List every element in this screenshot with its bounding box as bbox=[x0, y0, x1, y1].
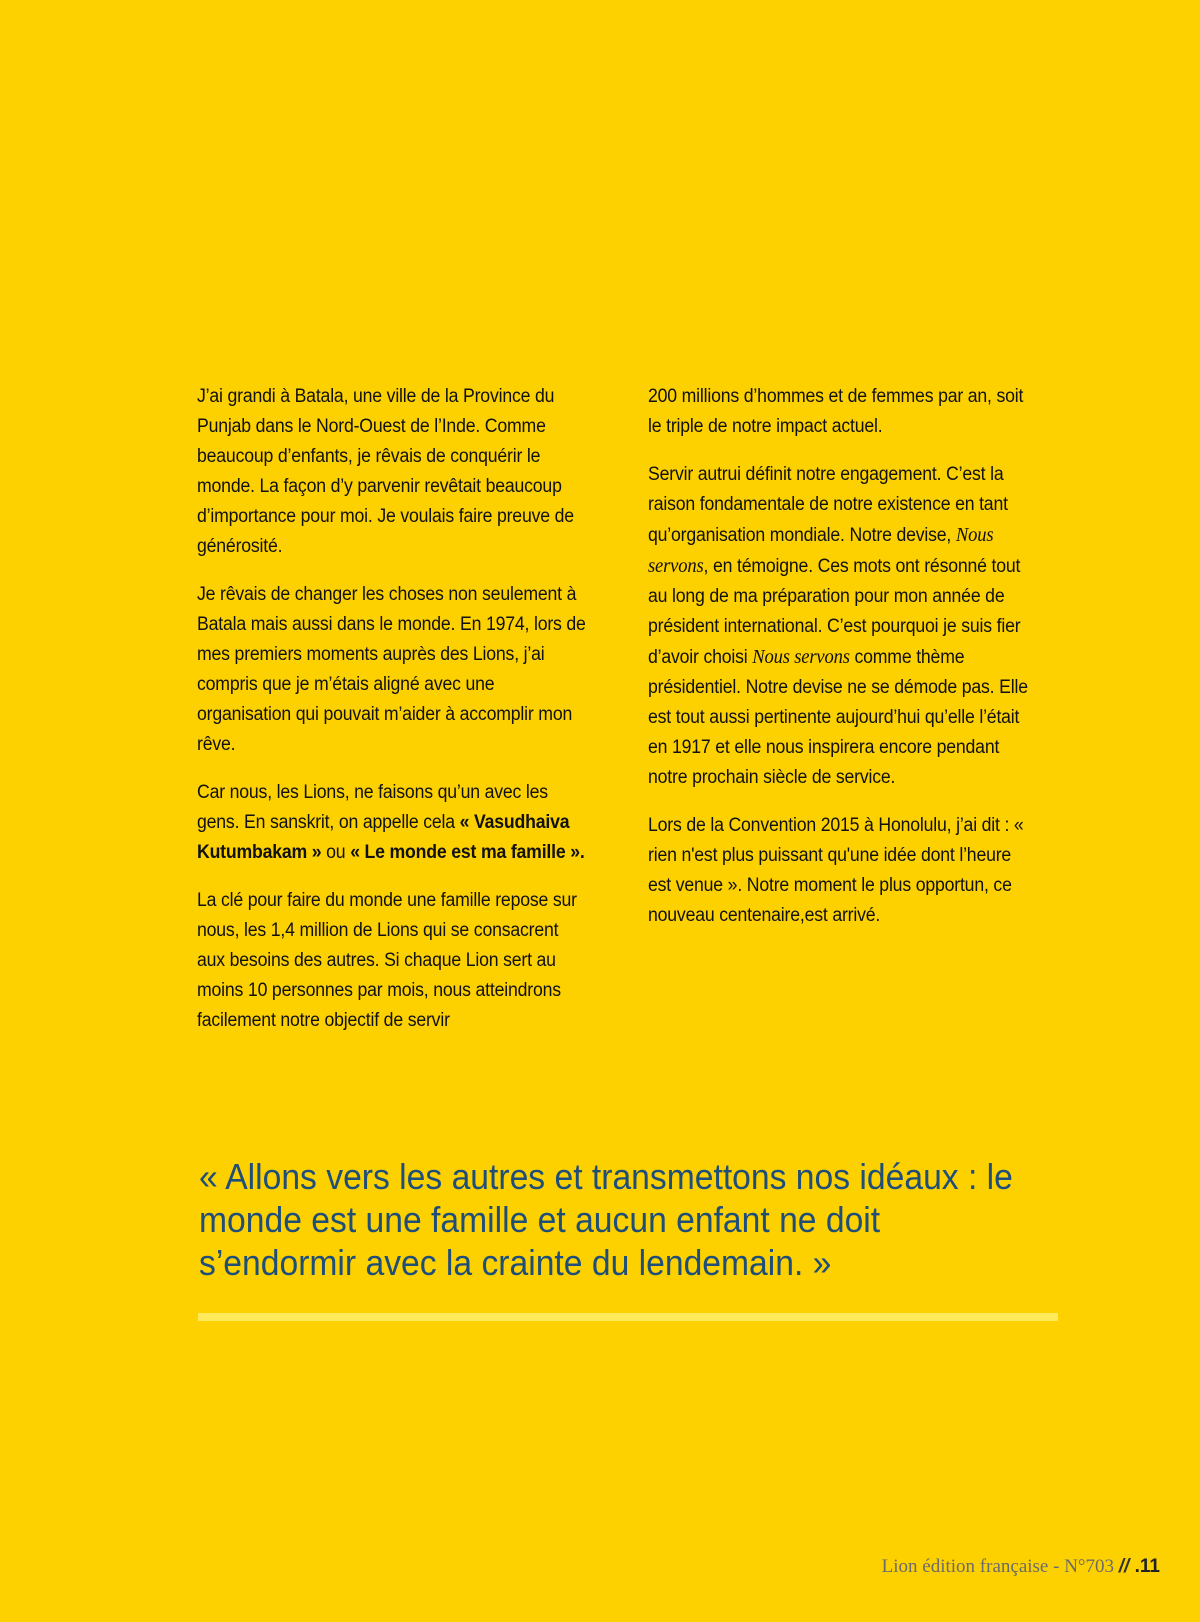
paragraph: Lors de la Convention 2015 à Honolulu, j’ai dit : « rien n'est plus puissant qu'une idée dont l’heure est venue ». Notre moment le plus opportun, ce nouveau centenaire,est arrivé. bbox=[648, 815, 1024, 926]
publication-name: Lion édition française - N°703 bbox=[881, 1556, 1119, 1577]
paragraph-text: Car nous, les Lions, ne faisons qu’un avec les gens. En sanskrit, on appelle cela bbox=[197, 782, 548, 833]
paragraph bbox=[648, 460, 1039, 793]
bold-phrase: « Vasudhaiva Kutumbakam » bbox=[197, 812, 570, 863]
bold-phrase: « Le monde est ma famille ». bbox=[350, 842, 585, 863]
paragraph-text: ou bbox=[321, 842, 351, 863]
paragraph-text: Servir autrui définit notre engagement. C’est la raison fondamentale de notre existence en tant qu’organisation mondiale. Notre devise, bbox=[648, 464, 1008, 546]
italic-phrase: Nous servons bbox=[752, 646, 850, 668]
pull-quote: « Allons vers les autres et transmettons nos idéaux : le monde est une famille et aucun enfant ne doit s’endormir avec la crainte du lendemain. » bbox=[199, 1156, 1013, 1283]
page-footer bbox=[882, 1556, 1160, 1578]
paragraph: 200 millions d’hommes et de femmes par an, soit le triple de notre impact actuel. bbox=[648, 386, 1024, 437]
paragraph bbox=[197, 778, 588, 868]
paragraph-text: comme thème présidentiel. Notre devise ne se démode pas. Elle est tout aussi pertinente aujourd’hui qu’elle l’était en 1917 et elle nous inspirera encore pendant notre prochain siècle de service. bbox=[648, 647, 1028, 788]
paragraph: J’ai grandi à Batala, une ville de la Province du Punjab dans le Nord-Ouest de l’Inde. Comme beaucoup d’enfants, je rêvais de conquérir le monde. La façon d’y parvenir revêtait beaucoup d’importance pour moi. Je voulais faire preuve de générosité. bbox=[197, 386, 574, 557]
footer-separator: // bbox=[1118, 1556, 1130, 1577]
italic-phrase: Nous servons bbox=[648, 524, 994, 577]
left-column bbox=[197, 382, 588, 1054]
paragraph-text: , en témoigne. Ces mots ont résonné tout au long de ma préparation pour mon année de président international. C’est pourquoi je suis fier d’avoir choisi bbox=[648, 556, 1021, 668]
right-column bbox=[648, 382, 1039, 949]
quote-underline-rule bbox=[198, 1313, 1058, 1321]
paragraph: La clé pour faire du monde une famille repose sur nous, les 1,4 million de Lions qui se consacrent aux besoins des autres. Si chaque Lion sert au moins 10 personnes par mois, nous atteindrons facilement notre objectif de servir bbox=[197, 890, 577, 1031]
page-number: .11 bbox=[1129, 1556, 1160, 1577]
paragraph: Je rêvais de changer les choses non seulement à Batala mais aussi dans le monde. En 1974, lors de mes premiers moments auprès des Lions, j’ai compris que je m’étais aligné avec une organisation qui pouvait m’aider à accomplir mon rêve. bbox=[197, 584, 586, 755]
